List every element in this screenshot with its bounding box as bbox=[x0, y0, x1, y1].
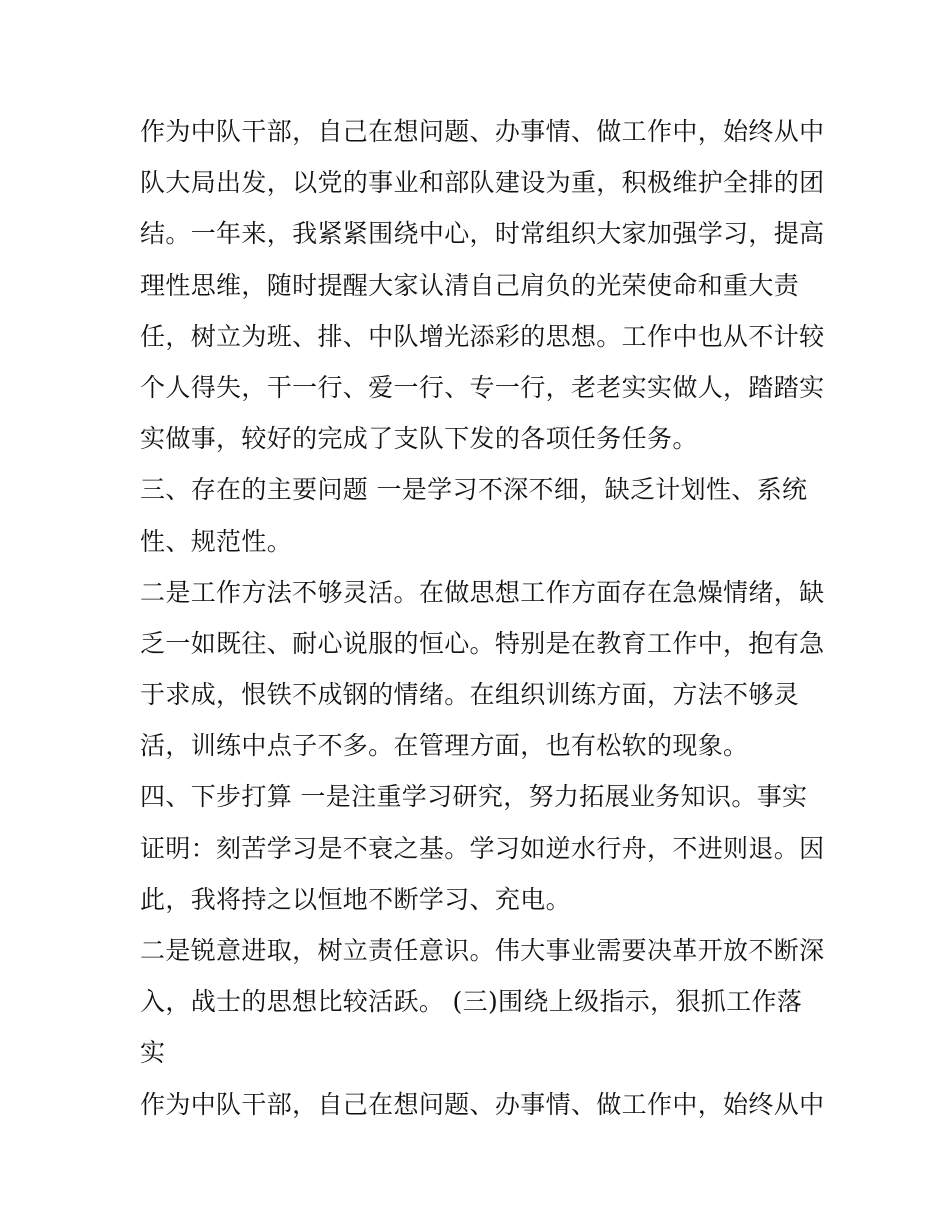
text-line: 个人得失，干一行、爱一行、专一行，老老实实做人，踏踏实 bbox=[140, 372, 825, 402]
text-line: 于求成，恨铁不成钢的情绪。在组织训练方面，方法不够灵 bbox=[140, 680, 800, 710]
section-heading-line: 三、存在的主要问题 一是学习不深不细，缺乏计划性、系统 bbox=[140, 475, 808, 505]
text-line: 乏一如既往、耐心说服的恒心。特别是在教育工作中，抱有急 bbox=[140, 628, 825, 658]
text-line: 性、规范性。 bbox=[140, 526, 293, 556]
text-line: 实做事，较好的完成了支队下发的各项任务任务。 bbox=[140, 424, 698, 454]
text-line: 二是锐意进取，树立责任意识。伟大事业需要决革开放不断深 bbox=[140, 936, 825, 965]
text-line: 队大局出发，以党的事业和部队建设为重，积极维护全排的团 bbox=[140, 168, 825, 198]
text-line: 理性思维，随时提醒大家认清自己肩负的光荣使命和重大责 bbox=[140, 270, 800, 300]
text-line: 此，我将持之以恒地不断学习、充电。 bbox=[140, 884, 571, 914]
text-line: 证明：刻苦学习是不衰之基。学习如逆水行舟，不进则退。因 bbox=[140, 833, 825, 863]
text-line: 入，战士的思想比较活跃。 (三)围绕上级指示，狠抓工作落 bbox=[140, 987, 803, 1017]
text-line: 作为中队干部，自己在想问题、办事情、做工作中，始终从中 bbox=[140, 117, 825, 146]
text-line: 结。一年来，我紧紧围绕中心，时常组织大家加强学习，提高 bbox=[140, 219, 825, 249]
text-line: 作为中队干部，自己在想问题、办事情、做工作中，始终从中 bbox=[140, 1089, 825, 1119]
text-line: 活，训练中点子不多。在管理方面，也有松软的现象。 bbox=[140, 731, 749, 761]
text-line: 任，树立为班、排、中队增光添彩的思想。工作中也从不计较 bbox=[140, 321, 825, 351]
section-heading-line: 四、下步打算 一是注重学习研究，努力拓展业务知识。事实 bbox=[140, 782, 808, 812]
text-line: 二是工作方法不够灵活。在做思想工作方面存在急燥情绪，缺 bbox=[140, 577, 825, 607]
document-body bbox=[140, 106, 825, 1130]
text-line: 实 bbox=[140, 1038, 166, 1068]
